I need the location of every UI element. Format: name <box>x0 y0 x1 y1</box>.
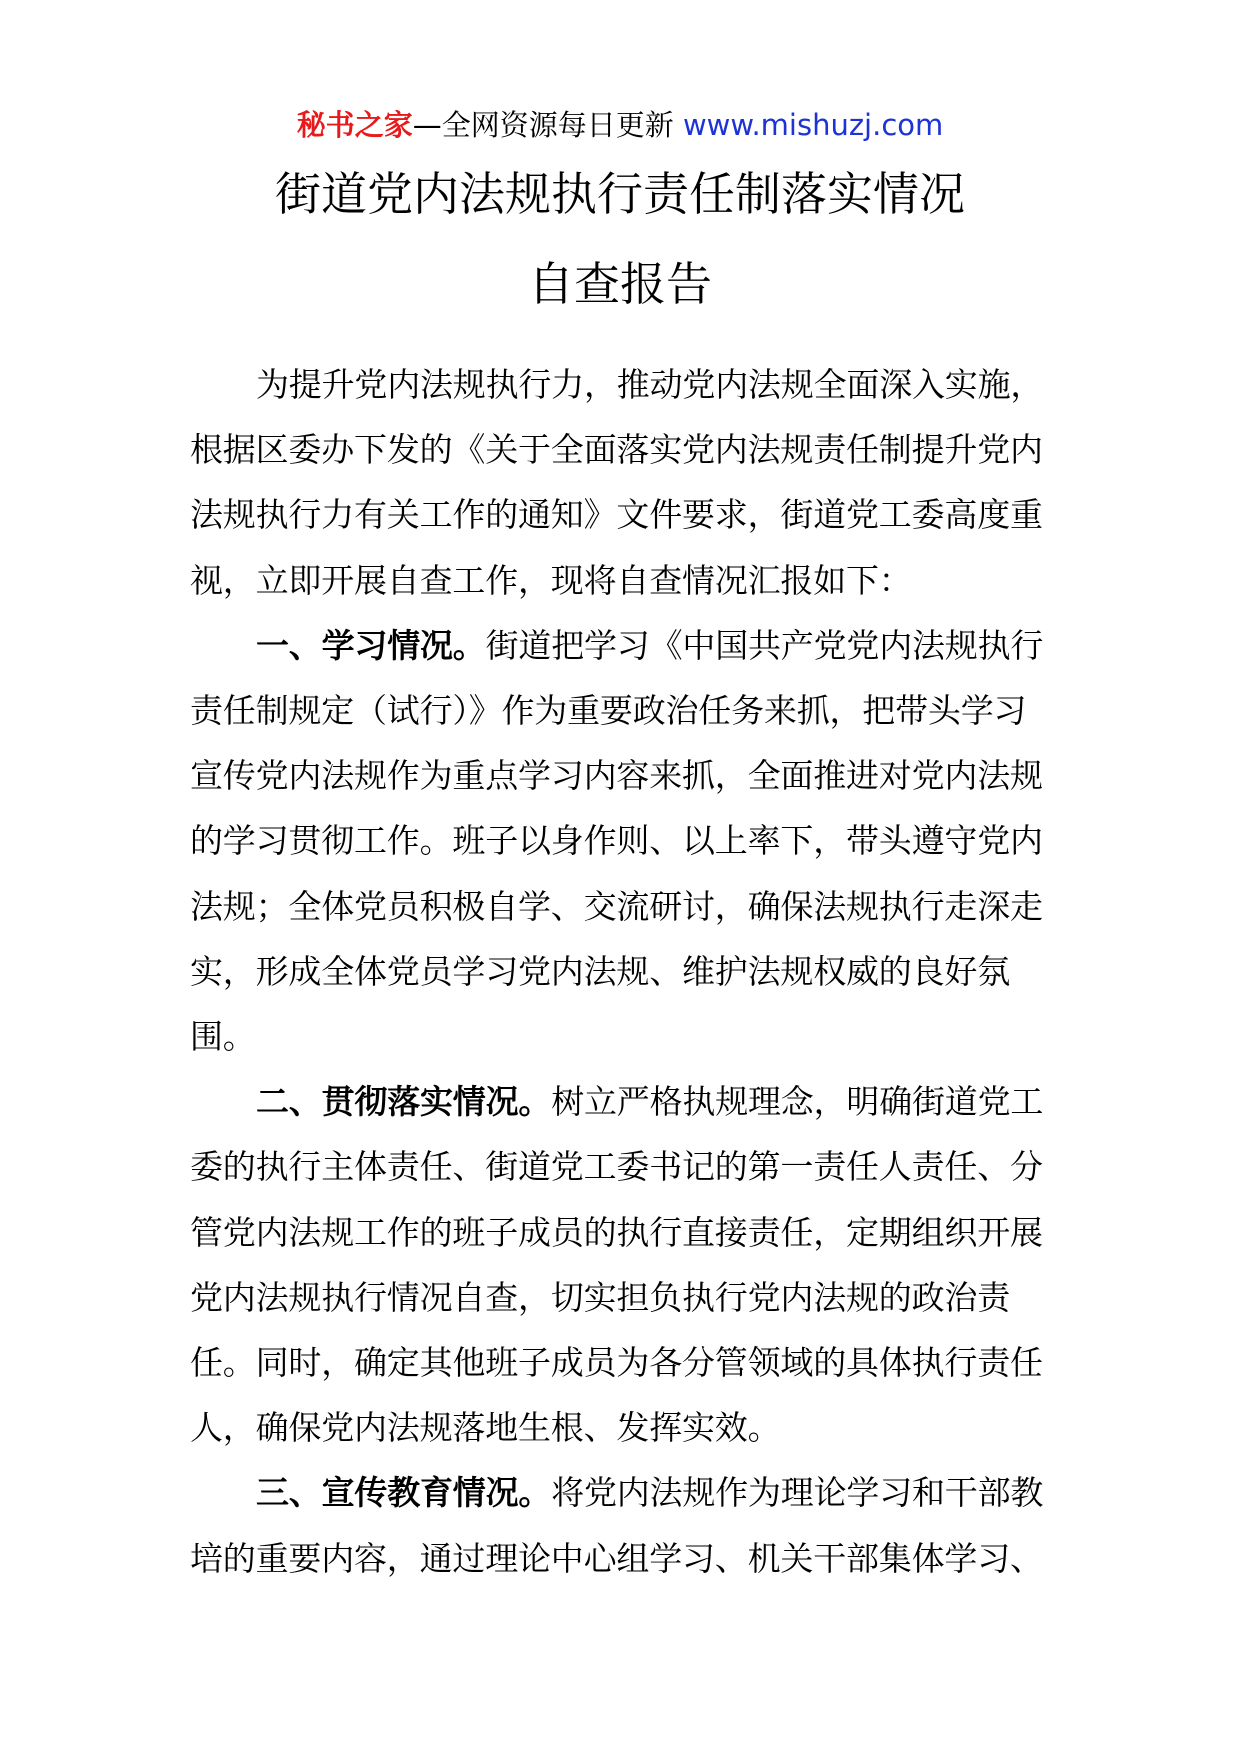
section-text-3: 将党内法规作为理论学习和干部教培的重要内容，通过理论中心组学习、机关干部集体学习、 <box>190 1473 1044 1578</box>
site-header <box>0 102 1240 148</box>
section-text-2: 树立严格执规理念，明确街道党工委的执行主体责任、街道党工委书记的第一责任人责任、分管党内法规工作的班子成员的执行直接责任，定期组织开展党内法规执行情况自查，切实担负执行党内法规的政治责任。同时，确定其他班子成员为各分管领域的具体执行责任人，确保党内法规落地生根、发挥实效。 <box>190 1082 1044 1448</box>
document-title-line-2: 自查报告 <box>528 257 712 311</box>
section-paragraph-3 <box>190 1460 1050 1590</box>
section-paragraph-2 <box>190 1069 1050 1460</box>
section-heading-1: 一、学习情况。 <box>256 625 486 665</box>
section-heading-3: 三、宣传教育情况。 <box>256 1473 552 1513</box>
brand-name: 秘书之家 <box>296 108 413 142</box>
intro-paragraph: 为提升党内法规执行力，推动党内法规全面深入实施，根据区委办下发的《关于全面落实党内法规责任制提升党内法规执行力有关工作的通知》文件要求，街道党工委高度重视，立即开展自查工作，现将自查情况汇报如下： <box>190 365 1044 600</box>
section-text-1: 街道把学习《中国共产党党内法规执行责任制规定（试行）》作为重要政治任务来抓，把带头学习宣传党内法规作为重点学习内容来抓，全面推进对党内法规的学习贯彻工作。班子以身作则、以上率下，带头遵守党内法规；全体党员积极自学、交流研讨，确保法规执行走深走实，形成全体党员学习党内法规、维护法规权威的良好氛围。 <box>190 625 1044 1057</box>
section-heading-2: 二、贯彻落实情况。 <box>256 1082 552 1122</box>
site-url-link[interactable]: www.mishuzj.com <box>682 108 944 142</box>
document-body <box>190 352 1050 1591</box>
document-title-line-1: 街道党内法规执行责任制落实情况 <box>275 167 965 221</box>
header-tagline: —全网资源每日更新 <box>412 108 674 142</box>
section-paragraph-1 <box>190 613 1050 1069</box>
